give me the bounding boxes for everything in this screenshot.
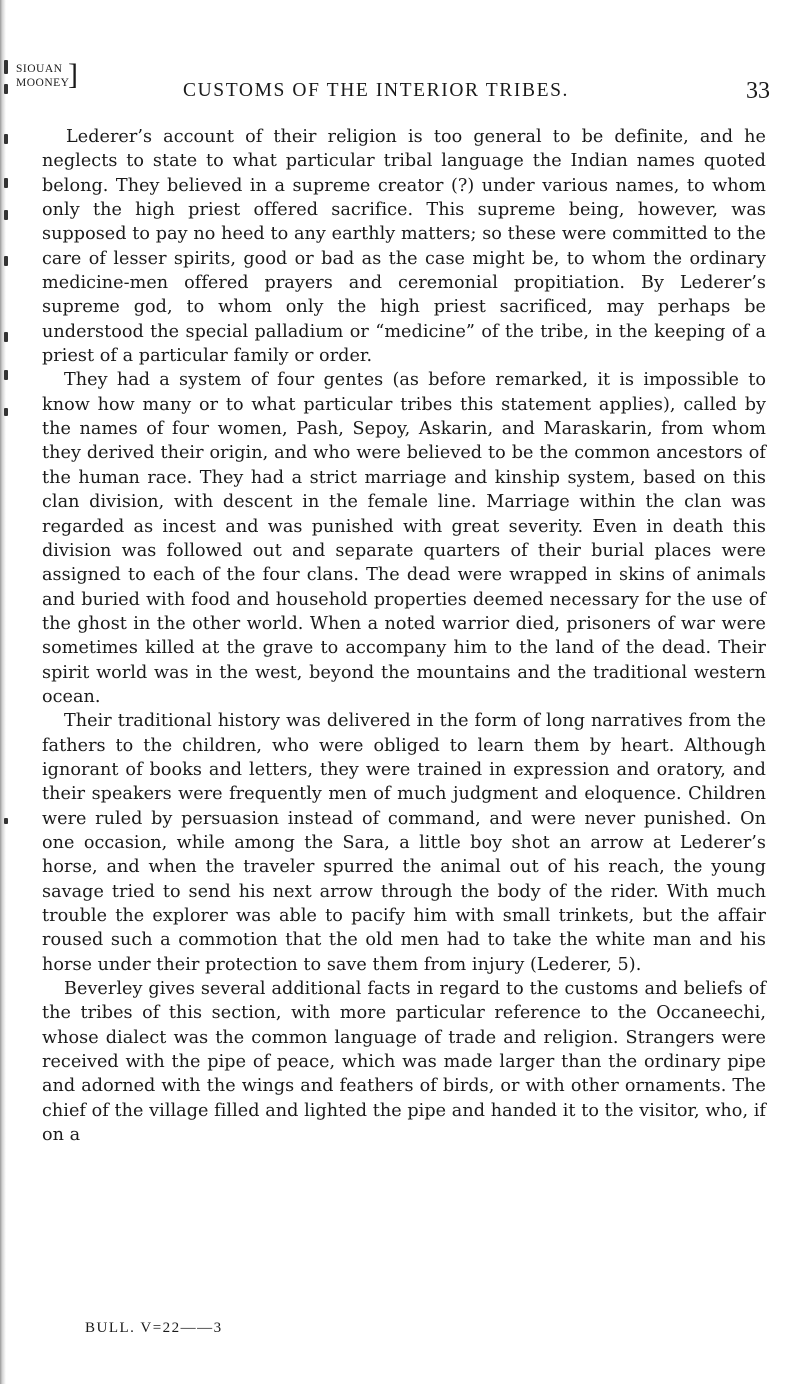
running-head-bracket: ] [68, 58, 78, 91]
running-head-left-bottom: MOONEY [16, 77, 70, 89]
page-number: 33 [746, 78, 770, 104]
running-header [0, 58, 800, 110]
paragraph: Their traditional history was delivered in the form of long narratives from the fathers to the children, who were obliged to learn them by heart. Although ignorant of books and letters, they were trained in expression and oratory, and their speakers were frequently men of much judgment and eloquence. Children were ruled by persuasion instead of command, and were never punished. On one occasion, while among the Sara, a little boy shot an arrow at Lederer’s horse, and when the traveler spurred the animal out of his reach, the young savage tried to send his next arrow through the body of the rider. With much trouble the explorer was able to pacify him with small trinkets, but the affair roused such a commotion that the old men had to take the white man and his horse under their protection to save them from injury (Lederer, 5). [42, 711, 766, 975]
paragraph: Beverley gives several additional facts in regard to the customs and beliefs of the tribes of this section, with more particular reference to the Occaneechi, whose dialect was the common language of trade and religion. Strangers were received with the pipe of peace, which was made larger than the ordinary pipe and adorned with the wings and feathers of birds, or with other ornaments. The chief of the village filled and lighted the pipe and handed it to the visitor, who, if on a [42, 979, 766, 1146]
footer-signature: BULL. V=22——3 [85, 1320, 223, 1336]
running-title: CUSTOMS OF THE INTERIOR TRIBES. [183, 80, 570, 101]
running-head-author [16, 62, 69, 90]
paragraph: Lederer’s account of their religion is too general to be definite, and he neglects to state to what particular tribal language the Indian names quoted belong. They believed in a supreme creator (?) under various names, to whom only the high priest offered sacrifice. This supreme being, however, was supposed to pay no heed to any earthly matters; so these were committed to the care of lesser spirits, good or bad as the case might be, to whom the ordinary medicine-men offered prayers and ceremonial propitiation. By Lederer’s supreme god, to whom only the high priest sacrificed, may perhaps be understood the special palladium or “medicine” of the tribe, in the keeping of a priest of a particular family or order. [42, 127, 766, 367]
paragraph: They had a system of four gentes (as before remarked, it is impossible to know how many or to what particular tribes this statement applies), called by the names of four women, Pash, Sepoy, Askarin, and Maraskarin, from whom they derived their origin, and who were believed to be the common ancestors of the human race. They had a strict marriage and kinship system, based on this clan division, with descent in the female line. Marriage within the clan was regarded as incest and was punished with great severity. Even in death this division was followed out and separate quarters of their burial places were assigned to each of the four clans. The dead were wrapped in skins of animals and buried with food and household properties deemed necessary for the use of the ghost in the other world. When a noted warrior died, prisoners of war were sometimes killed at the grave to accompany him to the land of the dead. Their spirit world was in the west, beyond the mountains and the traditional western ocean. [42, 370, 766, 707]
body-text [42, 125, 766, 1147]
binding-marks [0, 60, 14, 880]
running-head-left-top: SIOUAN [16, 63, 63, 75]
